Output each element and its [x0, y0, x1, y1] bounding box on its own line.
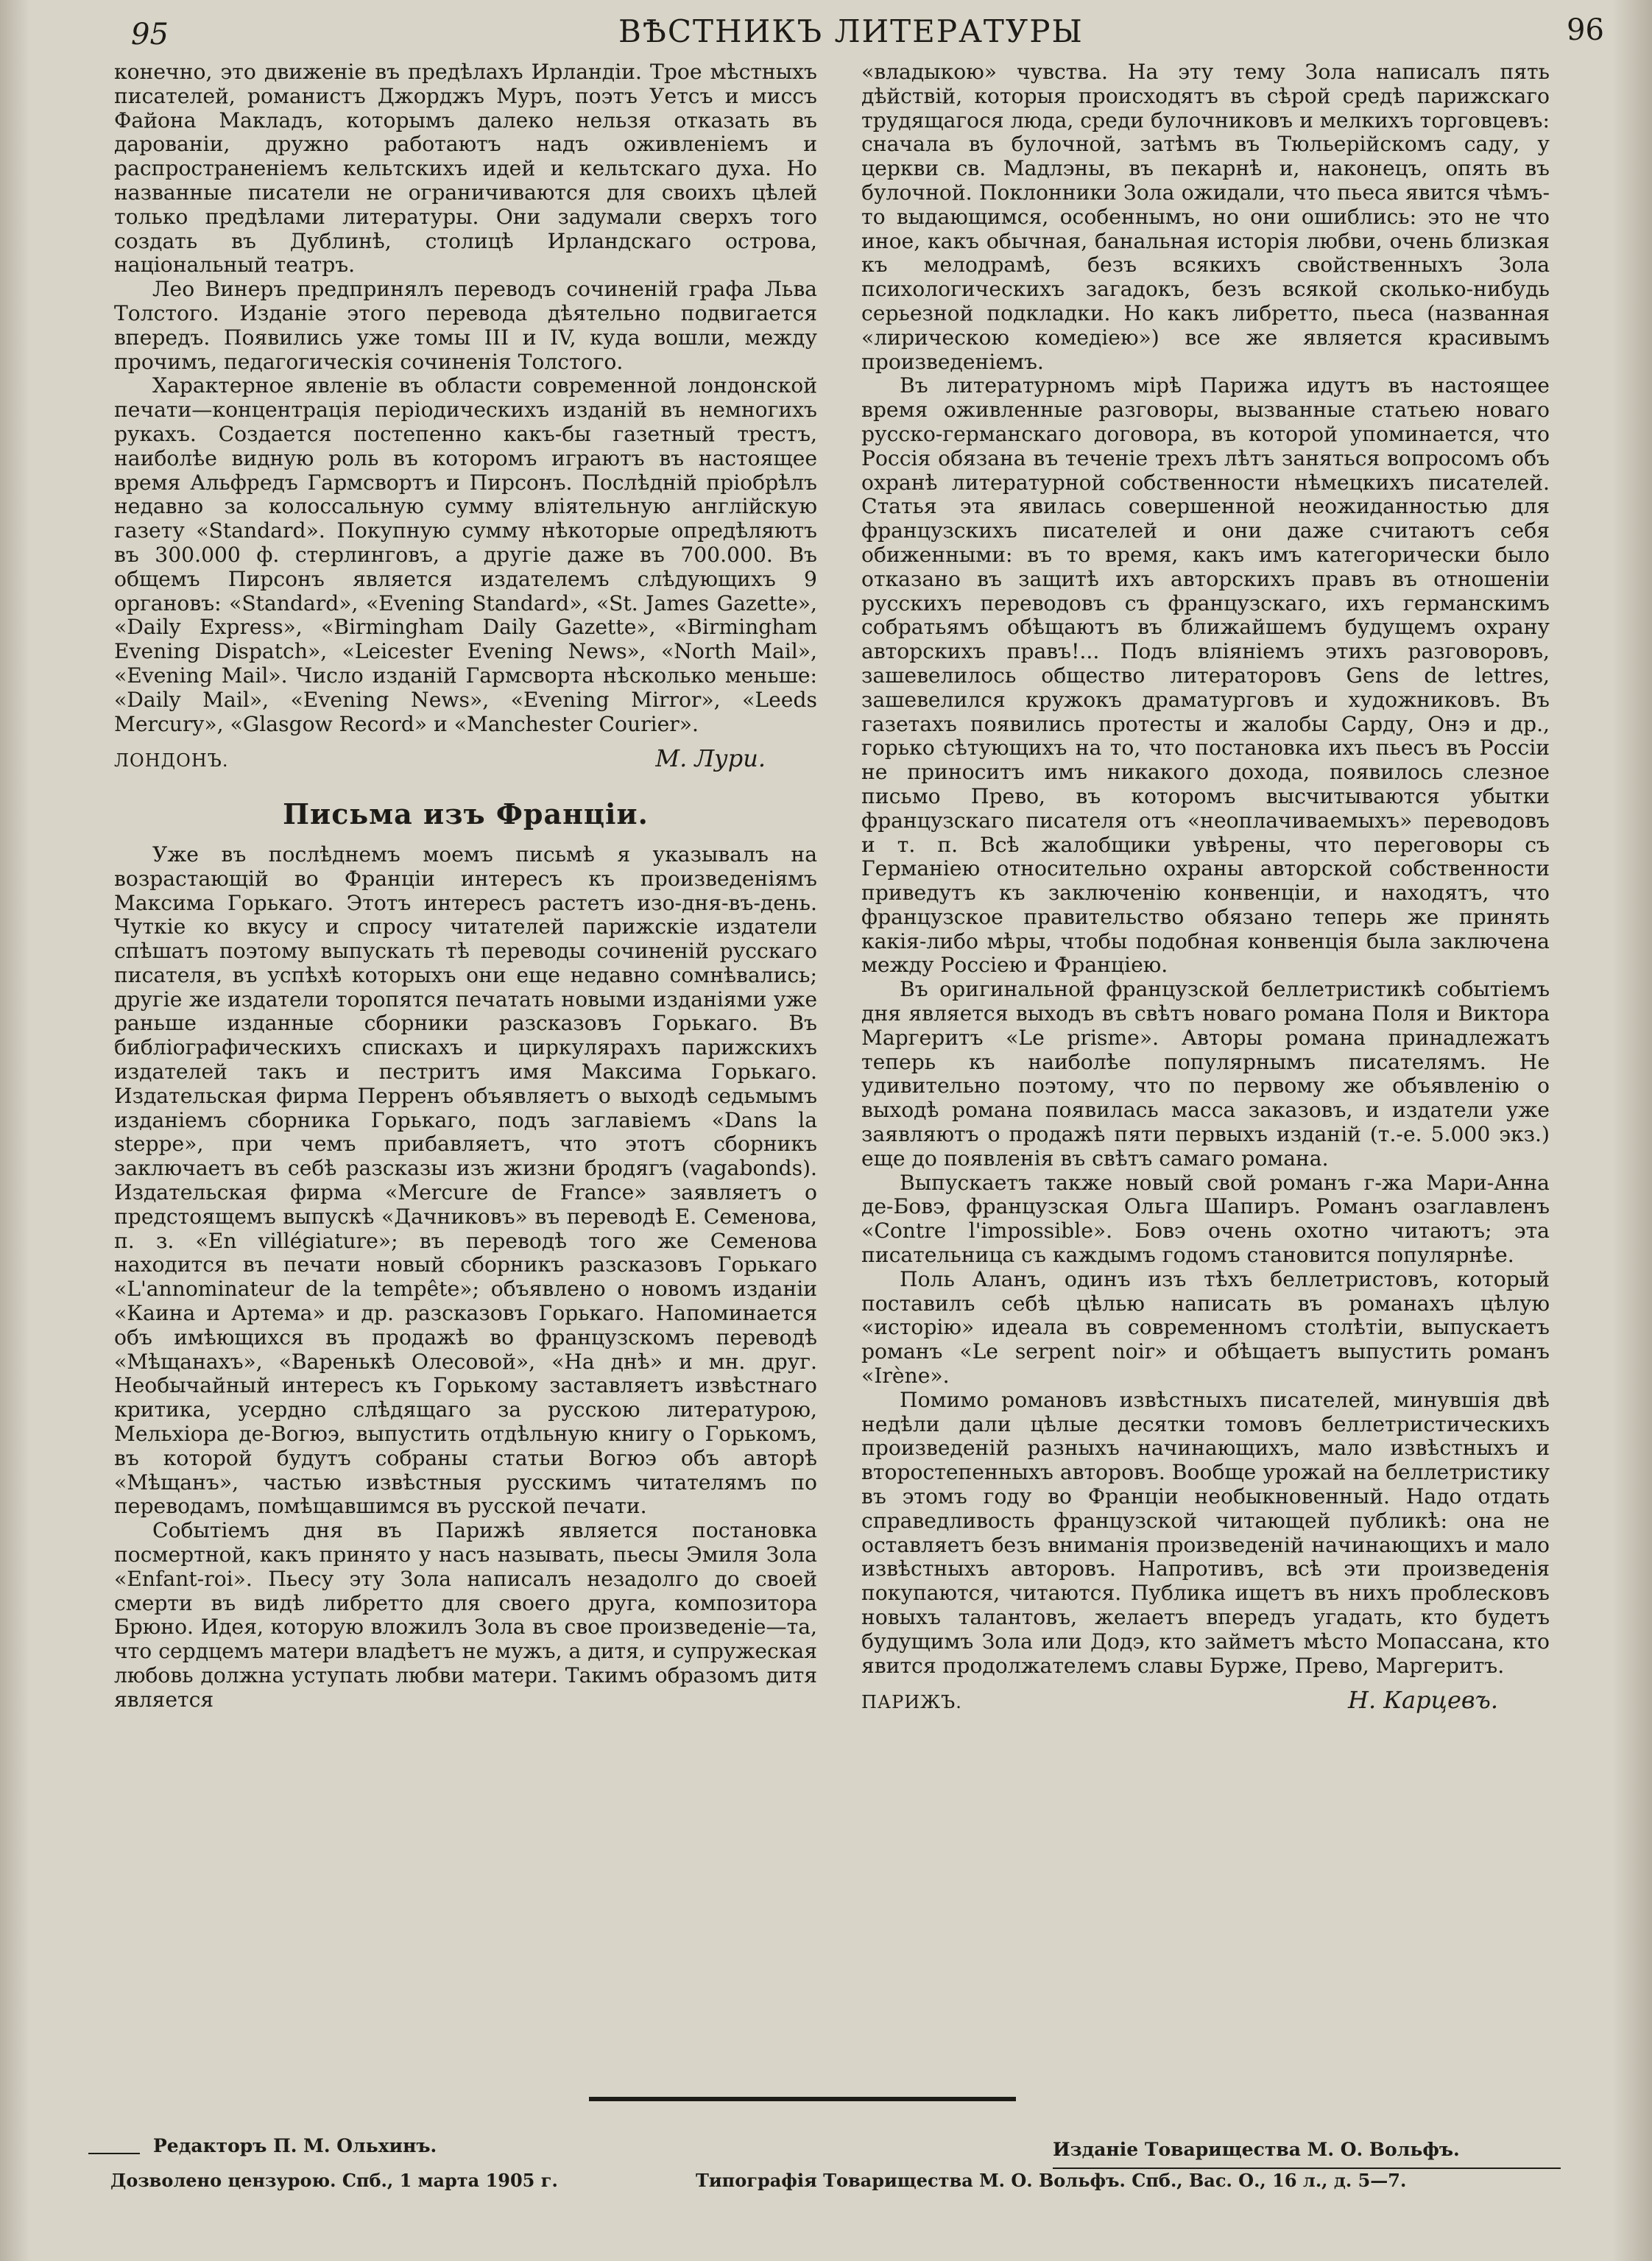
footer-rule-left — [88, 2153, 140, 2154]
editor-line: Редакторъ П. М. Ольхинъ. — [153, 2135, 437, 2156]
paragraph: Въ литературномъ мірѣ Парижа идутъ въ настоящее время оживленные разговоры, вызванные статьею новаго русско-германскаго договора, въ которой упоминается, что Россія обязана въ теченіе трехъ лѣтъ заняться вопросомъ объ охранѣ литературной собственности нѣмецкихъ писателей. Статья эта явилась совершенной неожиданностью для французскихъ писателей и они даже считаютъ себя обиженными: въ то время, какъ имъ категорически было отказано въ защитѣ ихъ авторскихъ правъ въ отношеніи русскихъ переводовъ съ французскаго, ихъ германскимъ собратьямъ обѣщаютъ въ ближайшемъ будущемъ охрану авторскихъ правъ!... Подъ вліяніемъ этихъ разговоровъ, зашевелилось общество литераторовъ Gens de lettres, зашевелился кружокъ драматурговъ и художниковъ. Въ газетахъ появились протесты и жалобы Сарду, Онэ и др., горько сѣтующихъ на то, что постановка ихъ пьесъ въ Россіи не приноситъ имъ никакого дохода, появилось слезное письмо Прево, въ которомъ высчитываются убытки французскаго писателя отъ «неоплачиваемыхъ» переводовъ и т. п. Всѣ жалобщики увѣрены, что переговоры съ Германіею относительно охраны авторской собственности приведутъ къ заключенію конвенціи, и находятъ, что французское правительство обязано теперь же принять какія-либо мѣры, чтобы подобная конвенція была заключена между Россіею и Франціею. — [861, 373, 1550, 978]
paragraph: Въ оригинальной французской беллетристикѣ событіемъ дня является выходъ въ свѣтъ новаго романа Поля и Виктора Маргеритъ «Le prisme». Авторы романа принадлежатъ теперь къ наиболѣе популярнымъ писателямъ. Не удивительно поэтому, что по первому же объявленію о выходѣ романа появилась масса заказовъ, и издатели уже заявляютъ о продажѣ пяти первыхъ изданій (т.-е. 5.000 экз.) еще до появленія въ свѣтъ самаго романа. — [861, 977, 1550, 1171]
place-line: ПАРИЖЪ. — [861, 1692, 962, 1713]
author-signature: М. Лури. — [655, 744, 766, 773]
paragraph: Выпускаетъ также новый свой романъ г-жа Мари-Анна де-Бовэ, французская Ольга Шапиръ. Романъ озаглавленъ «Contre l'impossible». Бовэ очень охотно читаютъ; эта писательница съ каждымъ годомъ становится популярнѣе. — [861, 1170, 1550, 1268]
paragraph: конечно, это движеніе въ предѣлахъ Ирландіи. Трое мѣстныхъ писателей, романистъ Джорджъ Муръ, поэтъ Уетсъ и миссъ Файона Макладъ, которымъ далеко нельзя отказать въ дарованіи, дружно работаютъ надъ оживленіемъ и распространеніемъ кельтскихъ идей и кельтскаго духа. Но названные писатели не ограничиваются для своихъ цѣлей только предѣлами литературы. Они задумали сверхъ того создать въ Дублинѣ, столицѣ Ирландскаго острова, національный театръ. — [114, 60, 817, 278]
paragraph: Характерное явленіе въ области современной лондонской печати—концентрація періодическихъ изданій въ немногихъ рукахъ. Создается постепенно какъ-бы газетный трестъ, наиболѣе видную роль въ которомъ играютъ въ настоящее время Альфредъ Гармсвортъ и Пирсонъ. Послѣдній пріобрѣлъ недавно за колоссальную сумму вліятельную англійскую газету «Standard». Покупную сумму нѣкоторые опредѣляютъ въ 300.000 ф. стерлинговъ, а другіе даже въ 700.000. Въ общемъ Пирсонъ является издателемъ слѣдующихъ 9 органовъ: «Standard», «Evening Standard», «St. James Gazette», «Daily Express», «Birmingham Daily Gazette», «Birmingham Evening Dispatch», «Leicester Evening News», «North Mail», «Evening Mail». Число изданій Гармсворта нѣсколько меньше: «Daily Mail», «Evening News», «Evening Mirror», «Leeds Mercury», «Glasgow Record» и «Manchester Courier». — [114, 373, 817, 736]
page-number-left: 95 — [131, 18, 169, 52]
publisher-line: Изданіе Товарищества М. О. Вольфъ. — [1053, 2139, 1460, 2160]
signature-block — [114, 744, 817, 773]
footer-rule-right — [1053, 2167, 1561, 2169]
paragraph: Уже въ послѣднемъ моемъ письмѣ я указывалъ на возрастающій во Франціи интересъ къ произведеніямъ Максима Горькаго. Этотъ интересъ растетъ изо-дня-въ-день. Чуткіе ко вкусу и спросу читателей парижскіе издатели спѣшатъ поэтому выпускать тѣ переводы сочиненій русскаго писателя, въ успѣхѣ которыхъ они еще недавно сомнѣвались; другіе же издатели торопятся печатать новыми изданіями уже раньше изданные сборники разсказовъ Горькаго. Въ библіографическихъ спискахъ и циркулярахъ парижскихъ издателей такъ и пестритъ имя Максима Горькаго. Издательская фирма Перренъ объявляетъ о выходѣ седьмымъ изданіемъ сборника Горькаго, подъ заглавіемъ «Dans la steppe», при чемъ прибавляетъ, что этотъ сборникъ заключаетъ въ себѣ разсказы изъ жизни бродягъ (vagabonds). Издательская фирма «Mercure de France» заявляетъ о предстоящемъ выпускѣ «Дачниковъ» въ переводѣ Е. Семенова, п. з. «En villégiature»; въ переводѣ того же Семенова находится въ печати новый сборникъ разсказовъ Горькаго «L'annominateur de la tempête»; объявлено о новомъ изданіи «Каина и Артема» и др. разсказовъ Горькаго. Напоминается объ имѣющихся въ продажѣ во французскомъ переводѣ «Мѣщанахъ», «Варенькѣ Олесовой», «На днѣ» и мн. друг. Необычайный интересъ къ Горькому заставляетъ извѣстнаго критика, усердно слѣдящаго за русскою литературою, Мельхіора де-Вогюэ, выпустить отдѣльную книгу о Горькомъ, въ которой будутъ собраны статьи Вогюэ объ авторѣ «Мѣщанъ», частью извѣстныя русскимъ читателямъ по переводамъ, помѣщавшимся въ русской печати. — [114, 842, 817, 1519]
paragraph: Лео Винеръ предпринялъ переводъ сочиненій графа Льва Толстого. Изданіе этого перевода дѣятельно подвигается впередъ. Появились уже томы III и IV, куда вошли, между прочимъ, педагогическія сочиненія Толстого. — [114, 277, 817, 374]
author-signature: Н. Карцевъ. — [1348, 1686, 1498, 1715]
page-number-right: 96 — [1567, 13, 1604, 47]
place-line: ЛОНДОНЪ. — [114, 750, 229, 772]
page-header — [0, 9, 1652, 53]
signature-block — [861, 1688, 1550, 1715]
printer-line: Типографія Товарищества М. О. Вольфъ. Спб., Вас. О., 16 л., д. 5—7. — [696, 2170, 1407, 2191]
paragraph: Помимо романовъ извѣстныхъ писателей, минувшія двѣ недѣли дали цѣлые десятки томовъ беллетристическихъ произведеній разныхъ начинающихъ, мало извѣстныхъ и второстепенныхъ авторовъ. Вообще урожай на беллетристику въ этомъ году во Франціи необыкновенный. Надо отдать справедливость французской читающей публикѣ: она не оставляетъ безъ вниманія произведеній начинающихъ и мало извѣстныхъ авторовъ. Напротивъ, всѣ эти произведенія покупаются, читаются. Публика ищетъ въ нихъ проблесковъ новыхъ талантовъ, желаетъ впередъ угадать, кто будетъ будущимъ Зола или Додэ, кто займетъ мѣсто Мопассана, кто явится продолжателемъ славы Бурже, Прево, Маргеритъ. — [861, 1387, 1550, 1678]
paragraph: Событіемъ дня въ Парижѣ является постановка посмертной, какъ принято у насъ называть, пьесы Эмиля Зола «Enfant-roi». Пьесу эту Зола написалъ незадолго до своей смерти въ видѣ либретто для своего друга, композитора Брюно. Идея, которую вложилъ Зола въ свое произведеніе—та, что сердцемъ матери владѣетъ не мужъ, а дитя, и супружеская любовь должна уступать любви матери. Такимъ образомъ дитя является — [114, 1518, 817, 1712]
left-column — [114, 60, 817, 1712]
section-title: Письма изъ Франціи. — [283, 797, 649, 831]
center-rule — [589, 2097, 1016, 2101]
running-title: ВѢСТНИКЪ ЛИТЕРАТУРЫ — [618, 13, 1084, 49]
censor-line: Дозволено цензурою. Спб., 1 марта 1905 г. — [110, 2170, 558, 2191]
paragraph: Поль Аланъ, одинъ изъ тѣхъ беллетристовъ, который поставилъ себѣ цѣлью написать въ романахъ цѣлую «исторію» идеала въ современномъ столѣтіи, выпускаетъ романъ «Le serpent noir» и обѣщаетъ выпустить романъ «Irène». — [861, 1266, 1550, 1389]
paragraph: «владыкою» чувства. На эту тему Зола написалъ пять дѣйствій, которыя происходятъ въ сѣрой средѣ парижскаго трудящагося люда, среди булочниковъ и мелкихъ торговцевъ: сначала въ булочной, затѣмъ въ Тюльерійскомъ саду, у церкви св. Мадлэны, въ пекарнѣ и, наконецъ, опять въ булочной. Поклонники Зола ожидали, что пьеса явится чѣмъ-то выдающимся, особеннымъ, но они ошиблись: это не что иное, какъ обычная, банальная исторія любви, очень близкая къ мелодрамѣ, безъ всякихъ свойственныхъ Зола психологическихъ загадокъ, безъ всякой сколько-нибудь серьезной подкладки. Но какъ либретто, пьеса (названная «лирическою комедіею») все же является красивымъ произведеніемъ. — [861, 60, 1550, 374]
right-column — [861, 60, 1550, 1715]
